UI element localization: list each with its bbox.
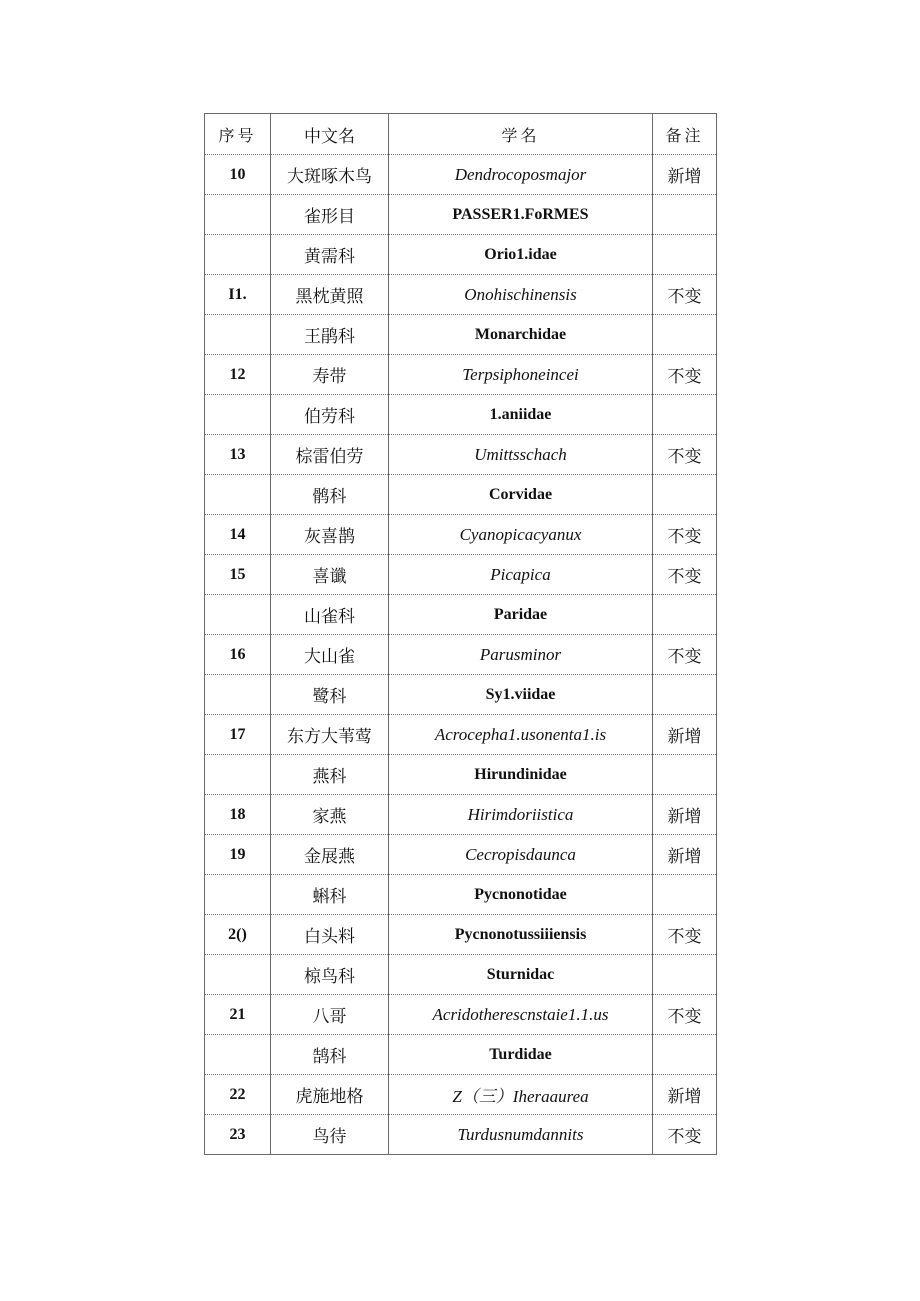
cell-chinese-name: 鹘科	[271, 475, 389, 515]
cell-note: 不变	[653, 995, 717, 1035]
table-row	[205, 755, 717, 795]
cell-note	[653, 235, 717, 275]
cell-number	[205, 675, 271, 715]
cell-scientific-name: Orio1.idae	[389, 235, 653, 275]
cell-note	[653, 755, 717, 795]
cell-number: 12	[205, 355, 271, 395]
cell-scientific-name: Pycnonotussiiiensis	[389, 915, 653, 955]
cell-note: 不变	[653, 435, 717, 475]
cell-number: 10	[205, 155, 271, 195]
cell-number: 16	[205, 635, 271, 675]
header-note: 备注	[653, 114, 717, 155]
table-row	[205, 675, 717, 715]
header-scientific-name: 学名	[389, 114, 653, 155]
cell-number	[205, 195, 271, 235]
cell-scientific-name: Terpsiphoneincei	[389, 355, 653, 395]
table-row	[205, 1115, 717, 1155]
cell-note: 不变	[653, 1115, 717, 1155]
cell-note	[653, 1035, 717, 1075]
cell-chinese-name: 黄需科	[271, 235, 389, 275]
cell-chinese-name: 虎施地格	[271, 1075, 389, 1115]
cell-note: 不变	[653, 275, 717, 315]
table-row	[205, 955, 717, 995]
cell-note: 不变	[653, 635, 717, 675]
cell-note: 新增	[653, 715, 717, 755]
cell-chinese-name: 伯劳科	[271, 395, 389, 435]
table-row	[205, 635, 717, 675]
cell-chinese-name: 八哥	[271, 995, 389, 1035]
cell-chinese-name: 东方大苇莺	[271, 715, 389, 755]
cell-scientific-name: Cecropisdaunca	[389, 835, 653, 875]
cell-number: 15	[205, 555, 271, 595]
cell-number: 14	[205, 515, 271, 555]
cell-note: 不变	[653, 515, 717, 555]
table-row	[205, 835, 717, 875]
cell-number: 19	[205, 835, 271, 875]
cell-chinese-name: 山雀科	[271, 595, 389, 635]
table-row	[205, 395, 717, 435]
cell-note	[653, 395, 717, 435]
cell-chinese-name: 燕科	[271, 755, 389, 795]
cell-number	[205, 875, 271, 915]
header-chinese-name: 中文名	[271, 114, 389, 155]
table-row	[205, 995, 717, 1035]
cell-scientific-name: Sturnidac	[389, 955, 653, 995]
cell-number	[205, 1035, 271, 1075]
cell-number: 2()	[205, 915, 271, 955]
table-row	[205, 235, 717, 275]
table-row	[205, 1075, 717, 1115]
cell-chinese-name: 椋鸟科	[271, 955, 389, 995]
cell-chinese-name: 金展燕	[271, 835, 389, 875]
table-row	[205, 595, 717, 635]
cell-chinese-name: 寿带	[271, 355, 389, 395]
table-row	[205, 315, 717, 355]
cell-note	[653, 675, 717, 715]
table-row	[205, 555, 717, 595]
cell-note: 不变	[653, 915, 717, 955]
cell-note: 不变	[653, 555, 717, 595]
cell-note: 新增	[653, 795, 717, 835]
cell-number	[205, 475, 271, 515]
header-number: 序号	[205, 114, 271, 155]
table-row	[205, 715, 717, 755]
cell-note: 不变	[653, 355, 717, 395]
cell-scientific-name: Pycnonotidae	[389, 875, 653, 915]
cell-chinese-name: 雀形目	[271, 195, 389, 235]
cell-scientific-name: Dendrocoposmajor	[389, 155, 653, 195]
cell-scientific-name: Onohischinensis	[389, 275, 653, 315]
cell-scientific-name: Turdusnumdannits	[389, 1115, 653, 1155]
cell-chinese-name: 大山雀	[271, 635, 389, 675]
cell-scientific-name: Picapica	[389, 555, 653, 595]
table-row	[205, 915, 717, 955]
cell-chinese-name: 大斑啄木鸟	[271, 155, 389, 195]
cell-note: 新增	[653, 1075, 717, 1115]
cell-scientific-name: Paridae	[389, 595, 653, 635]
cell-scientific-name: 1.aniidae	[389, 395, 653, 435]
cell-chinese-name: 蝌科	[271, 875, 389, 915]
cell-chinese-name: 白头料	[271, 915, 389, 955]
cell-note	[653, 475, 717, 515]
cell-note	[653, 875, 717, 915]
cell-chinese-name: 鹭科	[271, 675, 389, 715]
table-row	[205, 515, 717, 555]
table-row	[205, 155, 717, 195]
cell-scientific-name: Sy1.viidae	[389, 675, 653, 715]
table-row	[205, 1035, 717, 1075]
cell-scientific-name: Parusminor	[389, 635, 653, 675]
table-body	[205, 155, 717, 1155]
cell-scientific-name: Z（三）Iheraaurea	[389, 1075, 653, 1115]
cell-number: 23	[205, 1115, 271, 1155]
cell-scientific-name: Corvidae	[389, 475, 653, 515]
table-row	[205, 795, 717, 835]
cell-note: 新增	[653, 835, 717, 875]
cell-scientific-name: Monarchidae	[389, 315, 653, 355]
cell-number: 21	[205, 995, 271, 1035]
cell-chinese-name: 灰喜鹊	[271, 515, 389, 555]
table-row	[205, 275, 717, 315]
cell-note	[653, 315, 717, 355]
cell-chinese-name: 鹄科	[271, 1035, 389, 1075]
table-row	[205, 475, 717, 515]
cell-chinese-name: 家燕	[271, 795, 389, 835]
cell-scientific-name: Cyanopicacyanux	[389, 515, 653, 555]
cell-number: 17	[205, 715, 271, 755]
cell-scientific-name: Hirundinidae	[389, 755, 653, 795]
cell-number	[205, 315, 271, 355]
cell-note	[653, 195, 717, 235]
cell-scientific-name: Umittsschach	[389, 435, 653, 475]
cell-scientific-name: Acridotherescnstaie1.1.us	[389, 995, 653, 1035]
cell-chinese-name: 黑枕黄照	[271, 275, 389, 315]
cell-scientific-name: Hirimdoriistica	[389, 795, 653, 835]
cell-number	[205, 755, 271, 795]
cell-number: 13	[205, 435, 271, 475]
cell-chinese-name: 鸟待	[271, 1115, 389, 1155]
cell-note	[653, 595, 717, 635]
cell-number	[205, 235, 271, 275]
header-row	[205, 114, 717, 155]
cell-number	[205, 955, 271, 995]
cell-note	[653, 955, 717, 995]
cell-chinese-name: 王鹃科	[271, 315, 389, 355]
table-row	[205, 355, 717, 395]
table-row	[205, 875, 717, 915]
cell-chinese-name: 棕雷伯劳	[271, 435, 389, 475]
cell-scientific-name: Turdidae	[389, 1035, 653, 1075]
cell-chinese-name: 喜谶	[271, 555, 389, 595]
cell-number: I1.	[205, 275, 271, 315]
table-row	[205, 435, 717, 475]
cell-number	[205, 395, 271, 435]
cell-scientific-name: Acrocepha1.usonenta1.is	[389, 715, 653, 755]
cell-number: 22	[205, 1075, 271, 1115]
cell-scientific-name: PASSER1.FoRMES	[389, 195, 653, 235]
table-header	[205, 114, 717, 155]
cell-number	[205, 595, 271, 635]
cell-number: 18	[205, 795, 271, 835]
table-row	[205, 195, 717, 235]
cell-note: 新增	[653, 155, 717, 195]
species-table	[204, 113, 717, 1155]
